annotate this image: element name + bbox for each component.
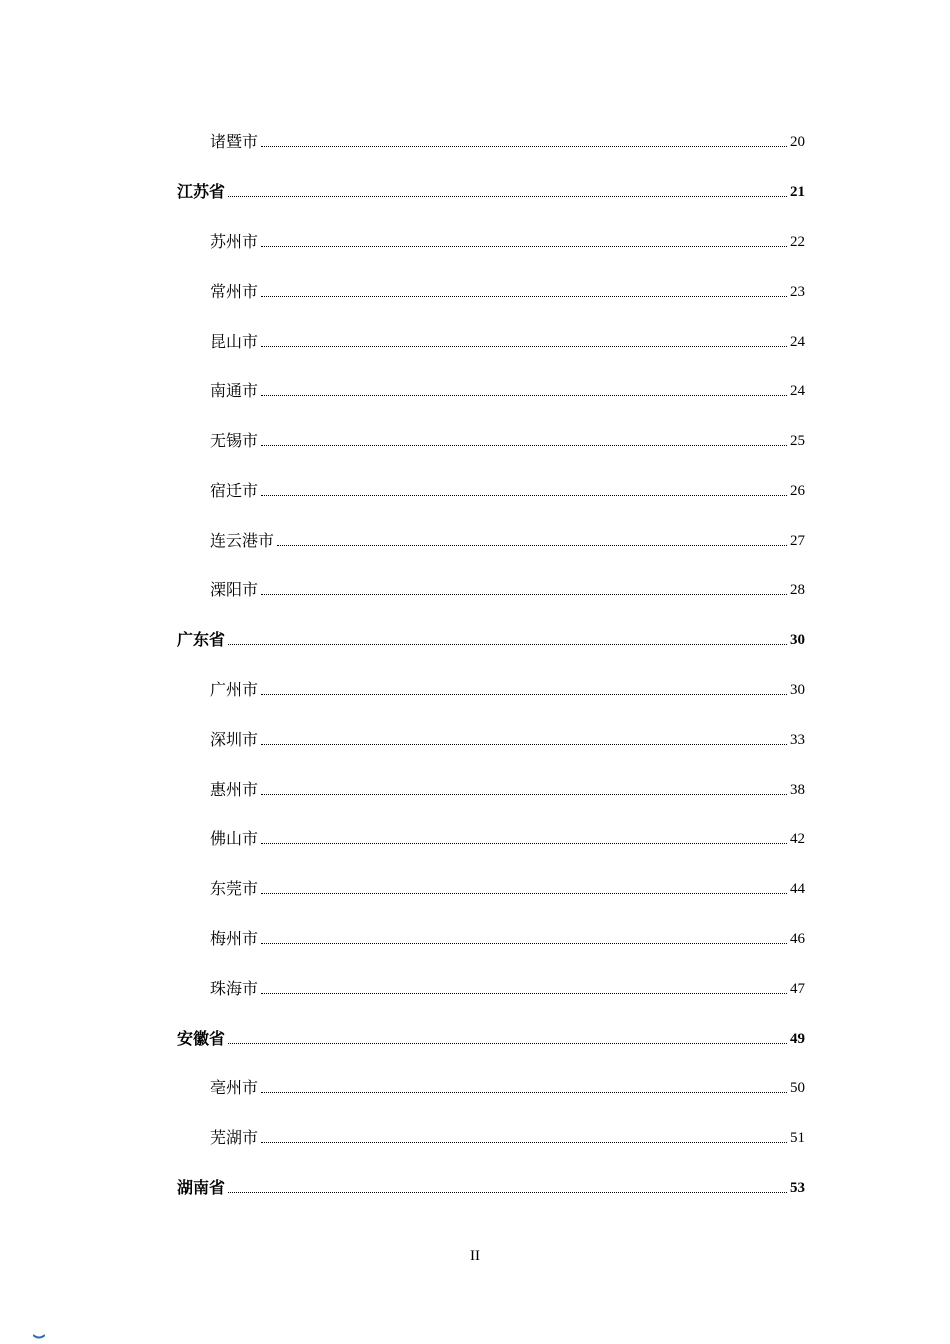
- toc-entry[interactable]: [210, 377, 805, 401]
- toc-entry[interactable]: [210, 527, 805, 551]
- toc-entry[interactable]: [210, 975, 805, 999]
- toc-section-label: 江苏省: [177, 182, 226, 201]
- toc-entry[interactable]: [210, 726, 805, 750]
- toc-entry[interactable]: [210, 477, 805, 501]
- toc-entry[interactable]: [210, 128, 805, 152]
- toc-section[interactable]: [177, 626, 805, 650]
- toc-entry-label: 广州市: [210, 680, 259, 699]
- toc-entry[interactable]: [210, 1074, 805, 1098]
- toc-section-label: 湖南省: [177, 1178, 226, 1197]
- toc-entry[interactable]: [210, 1124, 805, 1148]
- dot-leader: [261, 395, 787, 396]
- toc-entry-page: 47: [790, 981, 805, 997]
- dot-leader: [261, 1142, 787, 1143]
- toc-section[interactable]: [177, 1174, 805, 1198]
- dot-leader: [261, 694, 787, 695]
- toc-entry-label: 昆山市: [210, 332, 259, 351]
- toc-entry-page: 26: [790, 483, 805, 499]
- toc-entry-page: 33: [790, 732, 805, 748]
- toc-entry[interactable]: [210, 875, 805, 899]
- toc-entry[interactable]: [210, 328, 805, 352]
- toc-entry-page: 30: [790, 682, 805, 698]
- dot-leader: [261, 943, 787, 944]
- toc-entry-page: 20: [790, 134, 805, 150]
- toc-entry-label: 苏州市: [210, 232, 259, 251]
- toc-entry-page: 44: [790, 881, 805, 897]
- dot-leader: [261, 445, 787, 446]
- toc-entry-page: 42: [790, 831, 805, 847]
- toc-section-label: 安徽省: [177, 1029, 226, 1048]
- toc-entry-page: 51: [790, 1130, 805, 1146]
- toc-section-page: 49: [790, 1031, 805, 1047]
- toc-entry-page: 22: [790, 234, 805, 250]
- toc-entry-label: 南通市: [210, 381, 259, 400]
- toc-section-page: 53: [790, 1180, 805, 1196]
- toc-entry[interactable]: [210, 776, 805, 800]
- toc-entry-label: 佛山市: [210, 829, 259, 848]
- dot-leader: [228, 644, 787, 645]
- dot-leader: [261, 246, 787, 247]
- toc-entry-page: 25: [790, 433, 805, 449]
- toc-entry-page: 23: [790, 284, 805, 300]
- toc-entry-label: 无锡市: [210, 431, 259, 450]
- dot-leader: [261, 893, 787, 894]
- toc-entry-page: 27: [790, 533, 805, 549]
- toc-entry-label: 常州市: [210, 282, 259, 301]
- toc-entry-page: 46: [790, 931, 805, 947]
- toc-section-page: 21: [790, 184, 805, 200]
- toc-entry-page: 28: [790, 582, 805, 598]
- toc-entry-page: 24: [790, 334, 805, 350]
- toc-entry-label: 珠海市: [210, 979, 259, 998]
- toc-entry-page: 50: [790, 1080, 805, 1096]
- dot-leader: [261, 495, 787, 496]
- dot-leader: [228, 196, 787, 197]
- toc-section[interactable]: [177, 1025, 805, 1049]
- page-number: II: [470, 1248, 480, 1264]
- toc-entry-label: 梅州市: [210, 929, 259, 948]
- toc-entry[interactable]: [210, 278, 805, 302]
- toc-entry-label: 宿迁市: [210, 481, 259, 500]
- dot-leader: [228, 1192, 787, 1193]
- toc-entry[interactable]: [210, 676, 805, 700]
- dot-leader: [261, 744, 787, 745]
- toc-entry[interactable]: [210, 825, 805, 849]
- toc-entry-label: 惠州市: [210, 780, 259, 799]
- dot-leader: [261, 296, 787, 297]
- dot-leader: [228, 1043, 787, 1044]
- toc-entry-page: 24: [790, 383, 805, 399]
- toc-entry-label: 诸暨市: [210, 132, 259, 151]
- toc-entry[interactable]: [210, 576, 805, 600]
- dot-leader: [261, 346, 787, 347]
- toc-entry-label: 东莞市: [210, 879, 259, 898]
- dot-leader: [277, 545, 787, 546]
- page-number-footer: [0, 1248, 950, 1265]
- toc-entry-label: 连云港市: [210, 531, 275, 550]
- dot-leader: [261, 794, 787, 795]
- toc-entry[interactable]: [210, 228, 805, 252]
- toc-section[interactable]: [177, 178, 805, 202]
- corner-mark-icon: [33, 1334, 45, 1339]
- dot-leader: [261, 146, 787, 147]
- toc-entry-page: 38: [790, 782, 805, 798]
- toc-section-page: 30: [790, 632, 805, 648]
- toc-entry[interactable]: [210, 427, 805, 451]
- toc-entry-label: 亳州市: [210, 1078, 259, 1097]
- toc-section-label: 广东省: [177, 630, 226, 649]
- toc-entry-label: 溧阳市: [210, 580, 259, 599]
- toc-entry-label: 深圳市: [210, 730, 259, 749]
- dot-leader: [261, 843, 787, 844]
- dot-leader: [261, 993, 787, 994]
- toc-entry[interactable]: [210, 925, 805, 949]
- dot-leader: [261, 594, 787, 595]
- toc-entry-label: 芜湖市: [210, 1128, 259, 1147]
- dot-leader: [261, 1092, 787, 1093]
